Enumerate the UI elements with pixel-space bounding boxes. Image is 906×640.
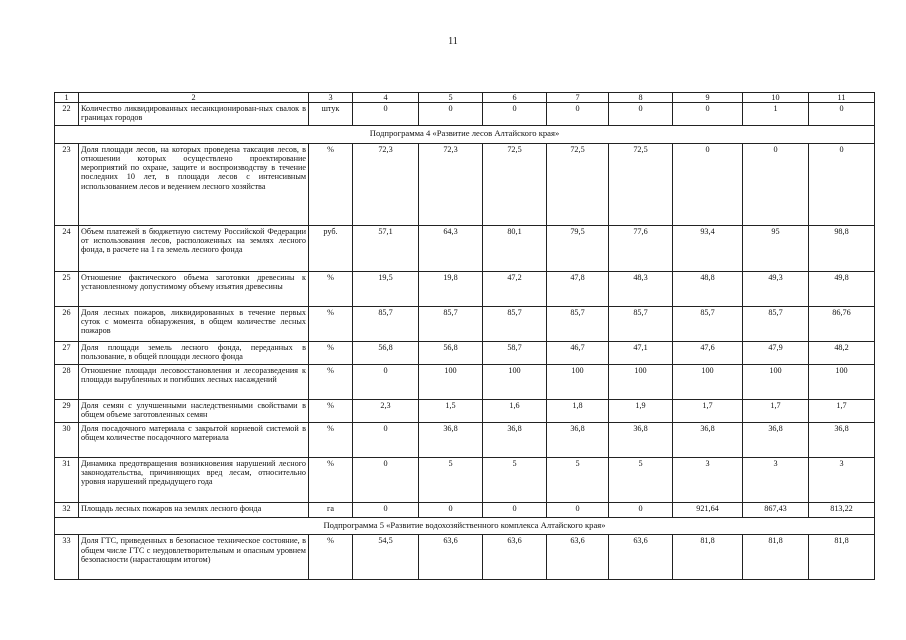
table-row <box>55 271 875 306</box>
indicator-name-cell: Отношение фактического объема заготовки древесины к установленному допустимому объему изъятия древесины <box>79 271 309 306</box>
value-cell: 0 <box>809 103 875 126</box>
value-cell: 86,76 <box>809 306 875 341</box>
unit-cell: % <box>309 399 353 422</box>
column-number-cell: 2 <box>79 93 309 103</box>
value-cell: 48,3 <box>609 271 673 306</box>
value-cell: 85,7 <box>547 306 609 341</box>
subprogram-heading-row <box>55 517 875 535</box>
value-cell: 19,5 <box>353 271 419 306</box>
unit-cell: га <box>309 502 353 517</box>
value-cell: 100 <box>609 364 673 399</box>
value-cell: 0 <box>353 457 419 502</box>
row-number-cell: 33 <box>55 535 79 580</box>
value-cell: 921,64 <box>673 502 743 517</box>
row-number-cell: 31 <box>55 457 79 502</box>
value-cell: 72,5 <box>547 143 609 225</box>
table-row <box>55 399 875 422</box>
value-cell: 72,3 <box>419 143 483 225</box>
value-cell: 72,5 <box>483 143 547 225</box>
column-number-cell: 10 <box>743 93 809 103</box>
value-cell: 100 <box>809 364 875 399</box>
table-row <box>55 225 875 271</box>
value-cell: 36,8 <box>743 422 809 457</box>
indicator-name-cell: Доля лесных пожаров, ликвидированных в течение первых суток с момента обнаружения, в общем количестве лесных пожаров <box>79 306 309 341</box>
table-row <box>55 143 875 225</box>
subprogram-heading-row <box>55 126 875 144</box>
indicators-table <box>54 92 875 580</box>
value-cell: 85,7 <box>743 306 809 341</box>
column-number-cell: 11 <box>809 93 875 103</box>
value-cell: 0 <box>547 103 609 126</box>
value-cell: 72,3 <box>353 143 419 225</box>
unit-cell: % <box>309 341 353 364</box>
value-cell: 813,22 <box>809 502 875 517</box>
subprogram-title: Подпрограмма 4 «Развитие лесов Алтайского края» <box>55 126 875 144</box>
value-cell: 63,6 <box>419 535 483 580</box>
value-cell: 85,7 <box>419 306 483 341</box>
value-cell: 0 <box>743 143 809 225</box>
value-cell: 63,6 <box>609 535 673 580</box>
table-row <box>55 422 875 457</box>
value-cell: 85,7 <box>353 306 419 341</box>
value-cell: 867,43 <box>743 502 809 517</box>
value-cell: 93,4 <box>673 225 743 271</box>
row-number-cell: 27 <box>55 341 79 364</box>
indicator-name-cell: Доля площади лесов, на которых проведена таксация лесов, в отношении которых осуществлено проектирование мероприятий по охране, защите и воспроизводству в течение последних 10 лет, в площади лесов с интенсивным использованием лесов и ведением лесного хозяйства <box>79 143 309 225</box>
value-cell: 100 <box>483 364 547 399</box>
row-number-cell: 25 <box>55 271 79 306</box>
column-number-cell: 8 <box>609 93 673 103</box>
table-row <box>55 364 875 399</box>
indicator-name-cell: Отношение площади лесовосстановления и лесоразведения к площади вырубленных и погибших лесных насаждений <box>79 364 309 399</box>
unit-cell: % <box>309 422 353 457</box>
value-cell: 1 <box>743 103 809 126</box>
indicator-name-cell: Доля посадочного материала с закрытой корневой системой в общем количестве посадочного материала <box>79 422 309 457</box>
row-number-cell: 32 <box>55 502 79 517</box>
value-cell: 77,6 <box>609 225 673 271</box>
value-cell: 80,1 <box>483 225 547 271</box>
value-cell: 100 <box>419 364 483 399</box>
value-cell: 0 <box>609 103 673 126</box>
value-cell: 48,8 <box>673 271 743 306</box>
unit-cell: % <box>309 457 353 502</box>
value-cell: 79,5 <box>547 225 609 271</box>
value-cell: 57,1 <box>353 225 419 271</box>
page-number: 11 <box>448 36 458 47</box>
value-cell: 95 <box>743 225 809 271</box>
value-cell: 0 <box>483 502 547 517</box>
value-cell: 49,8 <box>809 271 875 306</box>
row-number-cell: 22 <box>55 103 79 126</box>
unit-cell: % <box>309 535 353 580</box>
indicator-name-cell: Доля площади земель лесного фонда, переданных в пользование, в общей площади лесного фонда <box>79 341 309 364</box>
row-number-cell: 24 <box>55 225 79 271</box>
value-cell: 0 <box>673 103 743 126</box>
value-cell: 46,7 <box>547 341 609 364</box>
value-cell: 0 <box>353 502 419 517</box>
value-cell: 72,5 <box>609 143 673 225</box>
value-cell: 100 <box>743 364 809 399</box>
indicator-name-cell: Доля ГТС, приведенных в безопасное техническое состояние, в общем числе ГТС с неудовлетворительным и опасным уровнем безопасности (нарастающим итогом) <box>79 535 309 580</box>
value-cell: 81,8 <box>673 535 743 580</box>
table-row <box>55 502 875 517</box>
value-cell: 36,8 <box>547 422 609 457</box>
value-cell: 5 <box>547 457 609 502</box>
unit-cell: штук <box>309 103 353 126</box>
value-cell: 0 <box>609 502 673 517</box>
value-cell: 36,8 <box>609 422 673 457</box>
indicator-name-cell: Доля семян с улучшенными наследственными свойствами в общем объеме заготовленных семян <box>79 399 309 422</box>
value-cell: 100 <box>673 364 743 399</box>
value-cell: 47,8 <box>547 271 609 306</box>
value-cell: 100 <box>547 364 609 399</box>
value-cell: 48,2 <box>809 341 875 364</box>
value-cell: 3 <box>743 457 809 502</box>
value-cell: 98,8 <box>809 225 875 271</box>
value-cell: 58,7 <box>483 341 547 364</box>
value-cell: 5 <box>483 457 547 502</box>
value-cell: 36,8 <box>483 422 547 457</box>
subprogram-title: Подпрограмма 5 «Развитие водохозяйственного комплекса Алтайского края» <box>55 517 875 535</box>
indicator-name-cell: Объем платежей в бюджетную систему Российской Федерации от использования лесов, расположенных на землях лесного фонда, в расчете на 1 га земель лесного фонда <box>79 225 309 271</box>
value-cell: 1,9 <box>609 399 673 422</box>
row-number-cell: 29 <box>55 399 79 422</box>
value-cell: 1,6 <box>483 399 547 422</box>
column-number-cell: 5 <box>419 93 483 103</box>
value-cell: 85,7 <box>483 306 547 341</box>
value-cell: 1,7 <box>673 399 743 422</box>
unit-cell: % <box>309 143 353 225</box>
unit-cell: % <box>309 271 353 306</box>
value-cell: 54,5 <box>353 535 419 580</box>
column-number-cell: 7 <box>547 93 609 103</box>
value-cell: 63,6 <box>483 535 547 580</box>
value-cell: 85,7 <box>609 306 673 341</box>
table-row <box>55 103 875 126</box>
value-cell: 81,8 <box>743 535 809 580</box>
value-cell: 1,5 <box>419 399 483 422</box>
value-cell: 3 <box>809 457 875 502</box>
value-cell: 0 <box>809 143 875 225</box>
column-number-cell: 1 <box>55 93 79 103</box>
value-cell: 0 <box>483 103 547 126</box>
value-cell: 1,7 <box>809 399 875 422</box>
table-body <box>55 93 875 580</box>
value-cell: 47,6 <box>673 341 743 364</box>
indicator-name-cell: Динамика предотвращения возникновения нарушений лесного законодательства, причиняющих вред лесам, относительно уровня нарушений предыдущего года <box>79 457 309 502</box>
value-cell: 3 <box>673 457 743 502</box>
row-number-cell: 26 <box>55 306 79 341</box>
value-cell: 0 <box>353 364 419 399</box>
table-row <box>55 306 875 341</box>
value-cell: 85,7 <box>673 306 743 341</box>
value-cell: 56,8 <box>419 341 483 364</box>
value-cell: 49,3 <box>743 271 809 306</box>
value-cell: 36,8 <box>673 422 743 457</box>
column-number-cell: 9 <box>673 93 743 103</box>
value-cell: 0 <box>547 502 609 517</box>
value-cell: 56,8 <box>353 341 419 364</box>
unit-cell: руб. <box>309 225 353 271</box>
value-cell: 36,8 <box>419 422 483 457</box>
table-row <box>55 535 875 580</box>
value-cell: 47,1 <box>609 341 673 364</box>
table-row <box>55 457 875 502</box>
value-cell: 1,7 <box>743 399 809 422</box>
value-cell: 36,8 <box>809 422 875 457</box>
value-cell: 63,6 <box>547 535 609 580</box>
value-cell: 81,8 <box>809 535 875 580</box>
value-cell: 5 <box>609 457 673 502</box>
indicator-name-cell: Площадь лесных пожаров на землях лесного фонда <box>79 502 309 517</box>
value-cell: 19,8 <box>419 271 483 306</box>
table-row <box>55 341 875 364</box>
value-cell: 0 <box>353 422 419 457</box>
column-number-cell: 6 <box>483 93 547 103</box>
value-cell: 0 <box>673 143 743 225</box>
value-cell: 2,3 <box>353 399 419 422</box>
value-cell: 47,9 <box>743 341 809 364</box>
column-number-row <box>55 93 875 103</box>
row-number-cell: 30 <box>55 422 79 457</box>
value-cell: 5 <box>419 457 483 502</box>
indicator-name-cell: Количество ликвидированных несанкционирован-ных свалок в границах городов <box>79 103 309 126</box>
value-cell: 0 <box>353 103 419 126</box>
row-number-cell: 23 <box>55 143 79 225</box>
value-cell: 64,3 <box>419 225 483 271</box>
unit-cell: % <box>309 364 353 399</box>
value-cell: 0 <box>419 502 483 517</box>
value-cell: 47,2 <box>483 271 547 306</box>
value-cell: 0 <box>419 103 483 126</box>
value-cell: 1,8 <box>547 399 609 422</box>
row-number-cell: 28 <box>55 364 79 399</box>
unit-cell: % <box>309 306 353 341</box>
column-number-cell: 3 <box>309 93 353 103</box>
column-number-cell: 4 <box>353 93 419 103</box>
